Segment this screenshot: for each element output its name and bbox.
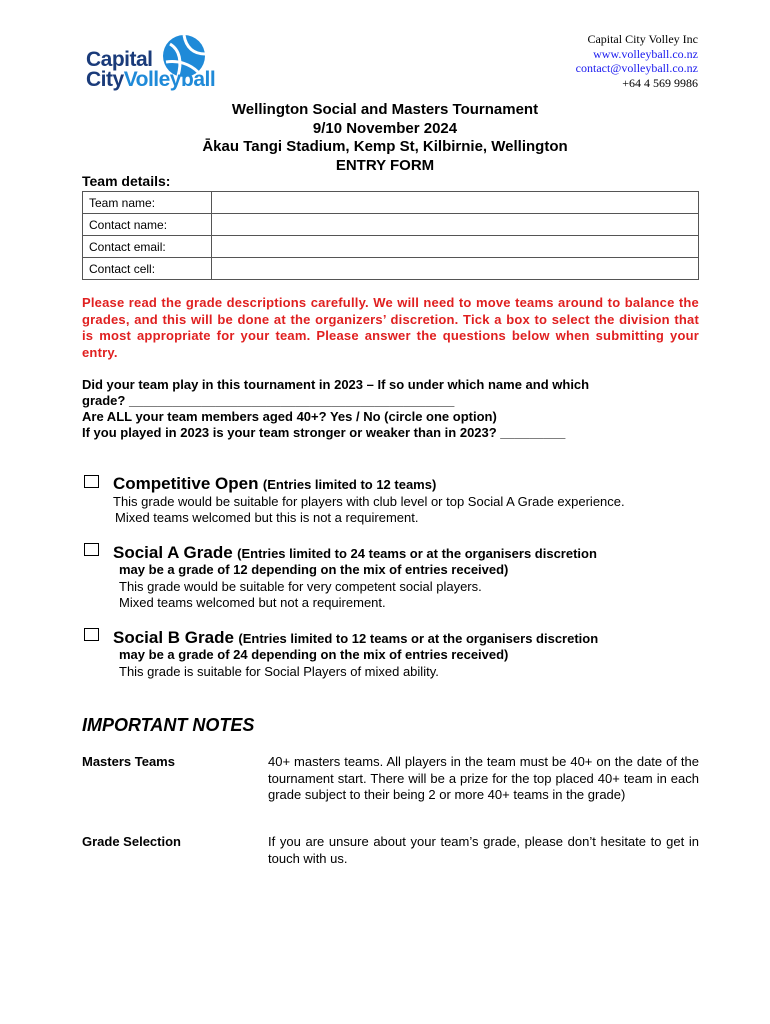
- note-text-grade-selection: If you are unsure about your team’s grade, please don’t hesitate to get in touch with us.: [268, 834, 699, 866]
- contact-cell-label: Contact cell:: [83, 258, 212, 280]
- title-line-2: 9/10 November 2024: [312, 119, 458, 137]
- grade-notice: Please read the grade descriptions carefully. We will need to move teams around to balance the grades, and this will be done at the organizers’ discretion. Tick a box to select the division that is most appropriate for your team. Please answer the questions below when submitting your entry.: [82, 295, 699, 361]
- grade-name: Social A Grade: [113, 543, 233, 562]
- team-details-heading: Team details:: [82, 173, 171, 189]
- org-name: Capital City Volley Inc: [587, 32, 698, 46]
- grade-social-a: [113, 543, 597, 563]
- grade-desc: [119, 664, 439, 680]
- grade-desc: [113, 494, 625, 526]
- social-a-checkbox[interactable]: [84, 543, 99, 556]
- contact-name-label: Contact name:: [83, 214, 212, 236]
- table-row: [83, 236, 699, 258]
- grade-competitive-open: [113, 474, 436, 494]
- grade-desc-line: Mixed teams welcomed but not a requirement.: [119, 595, 386, 610]
- grade-note-cont: may be a grade of 12 depending on the mix of entries received): [119, 562, 509, 577]
- social-b-checkbox[interactable]: [84, 628, 99, 641]
- grade-social-b: [113, 628, 598, 648]
- important-notes-heading: IMPORTANT NOTES: [82, 715, 255, 735]
- grade-desc-line: Mixed teams welcomed but this is not a requirement.: [115, 510, 419, 525]
- contact-cell-field[interactable]: [212, 258, 699, 280]
- title-line-4: ENTRY FORM: [335, 156, 435, 174]
- table-row: [83, 192, 699, 214]
- note-label-masters: Masters Teams: [82, 754, 175, 769]
- logo-text-city-volleyball: CityVolleyball: [86, 68, 216, 91]
- org-contact-block: [576, 32, 698, 90]
- title-line-1: Wellington Social and Masters Tournament: [231, 101, 539, 118]
- note-text-masters: 40+ masters teams. All players in the team must be 40+ on the date of the tournament start. There will be a prize for the top placed 40+ team in each grade subject to their being 2 or more 40+ teams in the grade): [268, 754, 699, 802]
- table-row: [83, 214, 699, 236]
- grade-desc-line: This grade would be suitable for players with club level or top Social A Grade experience.: [113, 494, 625, 509]
- grade-name: Competitive Open: [113, 474, 259, 493]
- competitive-open-checkbox[interactable]: [84, 475, 99, 488]
- grade-desc: [119, 579, 482, 611]
- contact-email-label: Contact email:: [83, 236, 212, 258]
- questions-block: [82, 377, 699, 441]
- team-name-field[interactable]: [212, 192, 699, 214]
- grade-desc-line: This grade would be suitable for very competent social players.: [119, 579, 482, 594]
- grade-note: (Entries limited to 24 teams or at the organisers discretion: [237, 546, 597, 561]
- contact-email-field[interactable]: [212, 236, 699, 258]
- grade-note-cont: may be a grade of 24 depending on the mix of entries received): [119, 647, 509, 662]
- question-1: Did your team play in this tournament in 2023 – If so under which name and which: [82, 377, 590, 392]
- table-row: [83, 258, 699, 280]
- org-email-link[interactable]: contact@volleyball.co.nz: [575, 61, 698, 75]
- title-line-3: Ākau Tangi Stadium, Kemp St, Kilbirnie, Wellington: [202, 138, 568, 155]
- logo-text-capital: Capital: [86, 48, 153, 71]
- page-title: [0, 101, 770, 175]
- org-website-link[interactable]: www.volleyball.co.nz: [593, 46, 698, 61]
- grade-note: (Entries limited to 12 teams or at the organisers discretion: [238, 631, 599, 646]
- grade-desc-line: This grade is suitable for Social Players of mixed ability.: [119, 664, 439, 679]
- team-name-label: Team name:: [83, 192, 212, 214]
- team-details-table: [82, 191, 699, 280]
- question-3[interactable]: If you played in 2023 is your team stronger or weaker than in 2023? _________: [82, 425, 566, 440]
- contact-name-field[interactable]: [212, 214, 699, 236]
- grade-name: Social B Grade: [113, 628, 234, 647]
- question-2[interactable]: Are ALL your team members aged 40+? Yes / No (circle one option): [82, 409, 497, 424]
- grade-note: (Entries limited to 12 teams): [262, 477, 437, 492]
- org-phone: +64 4 569 9986: [622, 75, 698, 90]
- note-label-grade-selection: Grade Selection: [82, 834, 181, 849]
- question-1-answer-line[interactable]: grade? _____________________________________________: [82, 393, 455, 408]
